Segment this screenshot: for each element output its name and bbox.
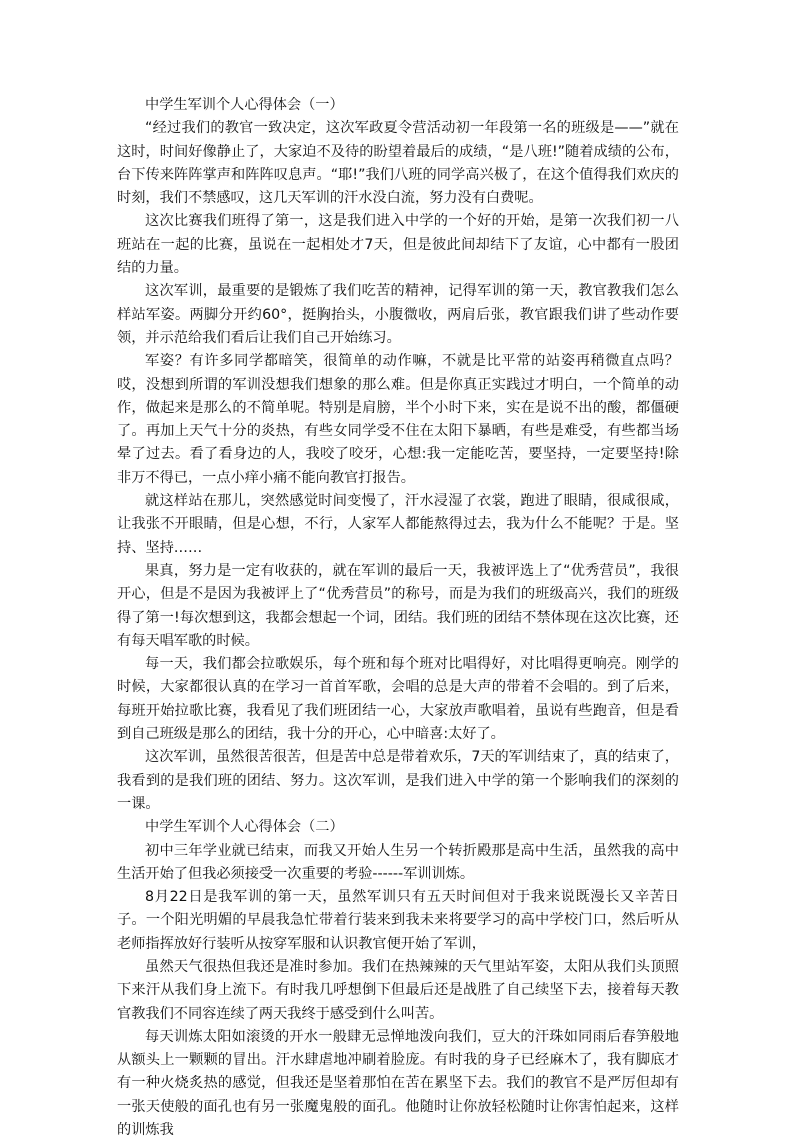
article-2-paragraph: 8月22日是我军训的第一天，虽然军训只有五天时间但对于我来说既漫长又辛苦日子。一个阳光明媚的早晨我急忙带着行装来到我未来将要学习的高中学校门口，然后听从老师指挥放好行装听从按穿军服和认识教官便开始了军训， (117, 889, 679, 952)
article-1-paragraph: 果真，努力是一定有收获的，就在军训的最后一天，我被评选上了“优秀营员”，我很开心，但是不是因为我被评上了“优秀营员”的称号，而是为我们的班级高兴，我们的班级得了第一!每次想到这，我都会想起一个词，团结。我们班的团结不禁体现在这次比赛，还有每天唱军歌的时候。 (117, 562, 679, 649)
article-1-paragraph: 每一天，我们都会拉歌娱乐，每个班和每个班对比唱得好，对比唱得更响亮。刚学的时候，大家都很认真的在学习一首首军歌，会唱的总是大声的带着不会唱的。到了后来，每班开始拉歌比赛，我看见了我们班团结一心，大家放声歌唱着，虽说有些跑音，但是看到自己班级是那么的团结，我十分的开心，心中暗喜:太好了。 (117, 656, 679, 743)
article-2-paragraph: 虽然天气很热但我还是准时参加。我们在热辣辣的天气里站军姿，太阳从我们头顶照下来汗从我们身上流下。有时我几呼想倒下但最后还是战胜了自己续坚下去，接着每天教官教我们不同容连续了两天我终于感受到什么叫苦。 (117, 958, 679, 1022)
article-1-paragraph: 这次比赛我们班得了第一，这是我们进入中学的一个好的开始，是第一次我们初一八班站在一起的比赛，虽说在一起相处才7天，但是彼此间却结下了友谊，心中都有一股团结的力量。 (117, 213, 679, 277)
article-1-paragraph: 这次军训，最重要的是锻炼了我们吃苦的精神，记得军训的第一天，教官教我们怎么样站军姿。两脚分开约60°，挺胸抬头，小腹微收，两肩后张，教官跟我们讲了些动作要领，并示范给我们看后让我们自己开始练习。 (117, 283, 679, 346)
article-2-paragraph: 初中三年学业就已结束，而我又开始人生另一个转折殿那是高中生活，虽然我的高中生活开始了但我必须接受一次重要的考验------军训训炼。 (117, 842, 679, 882)
article-1-title: 中学生军训个人心得体会（一） (145, 97, 344, 113)
article-2-title: 中学生军训个人心得体会（二） (145, 819, 344, 836)
article-1-paragraph: 这次军训，虽然很苦很苦，但是苦中总是带着欢乐，7天的军训结束了，真的结束了，我看到的是我们班的团结、努力。这次军训，是我们进入中学的第一个影响我们的深刻的一课。 (117, 749, 679, 812)
article-2-paragraph: 每天训炼太阳如滚烫的开水一般肆无忌惮地泼向我们，豆大的汗珠如同雨后春笋般地从额头上一颗颗的冒出。汗水肆虐地冲刷着脸庞。有时我的身子已经麻木了，我有脚底才有一种火烧炙热的感觉，但我还是坚着那怕在苦在累坚下去。我们的教官不是严厉但却有一张天使般的面孔也有另一张魔鬼般的面孔。他随时让你放轻松随时让你害怕起来，这样的训炼我 (117, 1028, 679, 1139)
article-1-paragraph: 军姿？有许多同学都暗笑，很简单的动作嘛，不就是比平常的站姿再稍微直点吗？哎，没想到所谓的军训没想我们想象的那么难。但是你真正实践过才明白，一个简单的动作，做起来是那么的不简单呢。特别是肩膀，半个小时下来，实在是说不出的酸，都僵硬了。再加上天气十分的炎热，有些女同学受不住在太阳下暴晒，有些是难受，有些都当场晕了过去。看了看身边的人，我咬了咬牙，心想:我一定能吃苦，要坚持，一定要坚持!除非万不得已，一点小痒小痛不能向教官打报告。 (117, 353, 679, 486)
article-1-paragraph: “经过我们的教官一致决定，这次军政夏令营活动初一年段第一名的班级是——”就在这时，时间好像静止了，大家迫不及待的盼望着最后的成绩，“是八班!”随着成绩的公布，台下传来阵阵掌声和阵阵叹息声。“耶!”我们八班的同学高兴极了，在这个值得我们欢庆的时刻，我们不禁感叹，这几天军训的汗水没白流，努力没有白费呢。 (117, 120, 679, 207)
document-body (117, 94, 679, 1142)
article-1-paragraph: 就这样站在那儿，突然感觉时间变慢了，汗水浸湿了衣裳，跑进了眼睛，很咸很咸，让我张不开眼睛，但是心想，不行，人家军人都能熬得过去，我为什么不能呢？于是。坚持、坚持…… (117, 493, 679, 556)
